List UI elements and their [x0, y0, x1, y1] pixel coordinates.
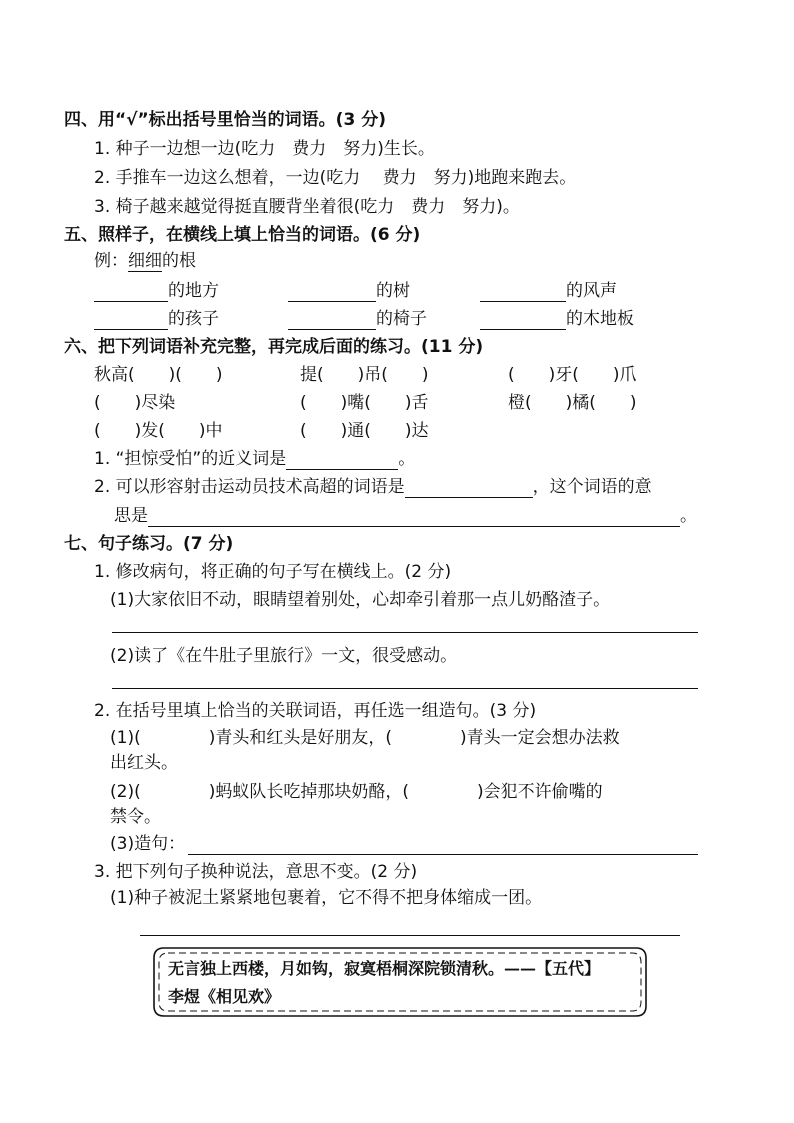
section-4-item-3: 3. 椅子越来越觉得挺直腰背坐着很(吃力 费力 努力)。 [94, 197, 520, 217]
poem-frame-border [150, 944, 650, 1020]
poem-line-2: 李煜《相见欢》 [168, 987, 281, 1006]
idiom-7: ( )发( )中 [94, 421, 223, 441]
q1-text: 1. “担惊受怕”的近义词是 [94, 449, 287, 469]
q2-mid: ，这个词语的意 [532, 477, 652, 497]
s6-question-1 [94, 448, 415, 470]
answer-blank[interactable] [286, 451, 398, 470]
section-5-example [94, 250, 196, 272]
blank-suffix: 的风声 [566, 281, 617, 301]
blank-suffix: 的地方 [168, 281, 219, 301]
section-7-title: 七、句子练习。(7 分) [64, 534, 234, 554]
s5-row2-col1 [94, 308, 219, 330]
s5-row1-col3 [480, 280, 617, 302]
section-5-title: 五、照样子，在横线上填上恰当的词语。(6 分) [64, 225, 421, 245]
s7-q1-b: (2)读了《在牛肚子里旅行》一文，很受感动。 [110, 646, 458, 666]
s7-q2-a-line1: (1)( )青头和红头是好朋友，( )青头一定会想办法救 [110, 728, 620, 748]
poem-line-1: 无言独上西楼，月如钩，寂寞梧桐深院锁清秋。——【五代】 [168, 959, 601, 978]
fill-blank[interactable] [94, 283, 168, 302]
blank-suffix: 的椅子 [376, 309, 427, 329]
blank-suffix: 的树 [376, 281, 410, 301]
s7-q2-c: (3)造句： [110, 834, 186, 854]
s7-q2-b-line2: 禁令。 [110, 807, 161, 827]
blank-suffix: 的孩子 [168, 309, 219, 329]
s5-row1-col1 [94, 280, 219, 302]
fill-blank[interactable] [288, 311, 376, 330]
s7-q2-b-line1: (2)( )蚂蚁队长吃掉那块奶酪，( )会犯不许偷嘴的 [110, 782, 603, 802]
idiom-3: ( )牙( )爪 [508, 365, 637, 385]
answer-line[interactable] [140, 935, 680, 936]
example-suffix: 的根 [162, 251, 196, 271]
idiom-1: 秋高( )( ) [94, 365, 223, 385]
s7-q3: 3. 把下列句子换种说法，意思不变。(2 分) [94, 862, 418, 882]
fill-blank[interactable] [94, 311, 168, 330]
s7-q2-a-line2: 出红头。 [110, 753, 178, 773]
q2-line2-text: 思是 [114, 506, 148, 526]
fill-blank[interactable] [480, 283, 566, 302]
answer-line[interactable] [188, 854, 698, 855]
section-4-item-1: 1. 种子一边想一边(吃力 费力 努力)生长。 [94, 139, 435, 159]
s7-q2: 2. 在括号里填上恰当的关联词语，再任选一组造句。(3 分) [94, 701, 537, 721]
answer-blank[interactable] [405, 479, 533, 498]
q2-line2-end: 。 [680, 506, 697, 526]
fill-blank[interactable] [480, 311, 566, 330]
q1-end: 。 [398, 449, 416, 469]
blank-suffix: 的木地板 [566, 309, 634, 329]
s5-row1-col2 [288, 280, 410, 302]
s7-q3-a: (1)种子被泥土紧紧地包裹着，它不得不把身体缩成一团。 [110, 888, 543, 908]
s7-q1: 1. 修改病句，将正确的句子写在横线上。(2 分) [94, 562, 452, 582]
idiom-5: ( )嘴( )舌 [300, 393, 429, 413]
q2-text: 2. 可以形容射击运动员技术高超的词语是 [94, 477, 405, 497]
s7-q1-a: (1)大家依旧不动，眼睛望着别处，心却牵引着那一点儿奶酪渣子。 [110, 590, 611, 610]
fill-blank[interactable] [288, 283, 376, 302]
idiom-4: ( )尽染 [94, 393, 176, 413]
answer-line[interactable] [112, 632, 698, 633]
section-4-item-2: 2. 手推车一边这么想着，一边(吃力 费力 努力)地跑来跑去。 [94, 168, 577, 188]
idiom-8: ( )通( )达 [300, 421, 429, 441]
s6-question-2-line2 [114, 505, 697, 527]
answer-line[interactable] [112, 688, 698, 689]
idiom-2: 提( )吊( ) [300, 365, 429, 385]
section-6-title: 六、把下列词语补充完整，再完成后面的练习。(11 分) [64, 337, 484, 357]
example-word: 细细 [128, 251, 162, 271]
example-prefix: 例： [94, 251, 128, 271]
section-4-title: 四、用“√”标出括号里恰当的词语。(3 分) [64, 110, 386, 130]
answer-blank[interactable] [148, 508, 680, 527]
s5-row2-col3 [480, 308, 634, 330]
s5-row2-col2 [288, 308, 427, 330]
s6-question-2 [94, 476, 652, 498]
idiom-6: 橙( )橘( ) [508, 393, 637, 413]
poem-box [150, 944, 650, 1020]
